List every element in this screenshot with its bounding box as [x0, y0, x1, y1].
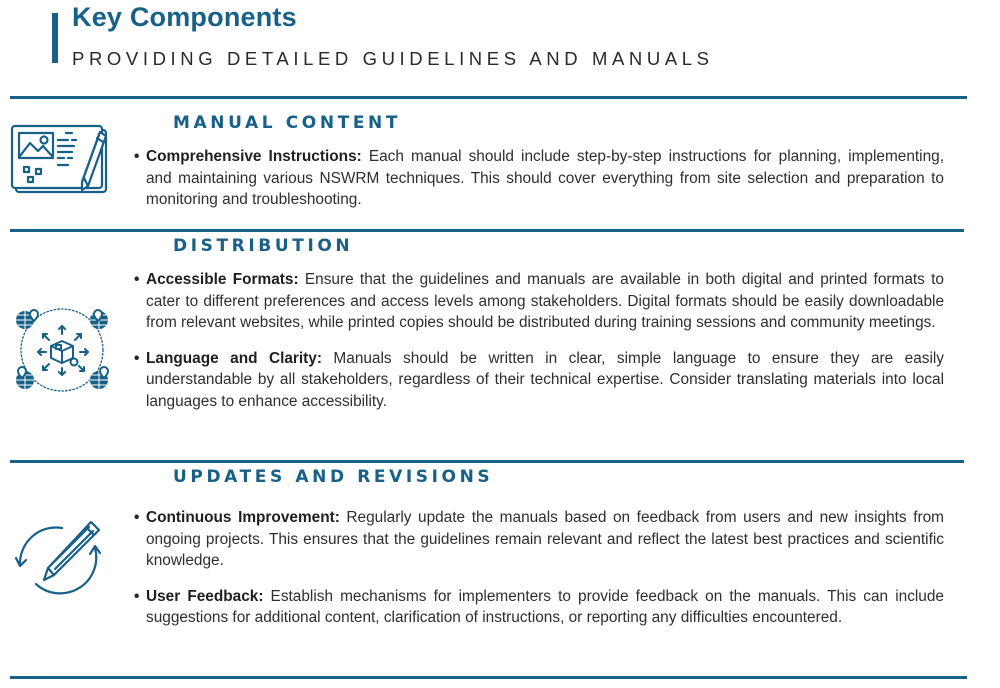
bullet-list	[134, 269, 944, 412]
item-text: Manuals should be written in clear, simple language to ensure they are easily understandable by all stakeholders, regardless of their technical expertise. Consider translating materials into local languages to enhance accessibility.	[146, 349, 945, 410]
item-label: User Feedback:	[146, 587, 264, 605]
section-title: MANUAL CONTENT	[173, 113, 402, 133]
item-label: Accessible Formats:	[146, 271, 299, 288]
divider	[10, 460, 964, 463]
divider	[10, 229, 964, 232]
list-item	[134, 269, 944, 334]
item-text: Establish mechanisms for implementers to provide feedback on the manuals. This can include suggestions for additional content, clarification of instructions, or reporting any difficulties encountered.	[146, 587, 944, 626]
item-text: Regularly update the manuals based on feedback from users and new insights from ongoing projects. This ensures that the guidelines remain relevant and reflect the latest best practices and scientific knowledge.	[146, 509, 944, 569]
section-title: DISTRIBUTION	[173, 236, 354, 256]
distribution-network-icon	[12, 300, 112, 400]
item-text: Each manual should include step-by-step instructions for planning, implementing, and maintaining various NSWRM techniques. This should cover everything from site selection and preparation to monitoring and troubleshooting.	[146, 148, 944, 208]
list-item	[134, 146, 944, 211]
item-label: Comprehensive Instructions:	[146, 148, 362, 165]
bullet-list	[134, 507, 944, 629]
section-title: UPDATES AND REVISIONS	[173, 467, 494, 487]
page-subtitle: PROVIDING DETAILED GUIDELINES AND MANUALS	[72, 48, 714, 69]
list-item	[134, 348, 944, 413]
manual-document-icon	[8, 122, 114, 196]
item-text: Ensure that the guidelines and manuals are available in both digital and printed formats to cater to different preferences and access levels among stakeholders. Digital formats should be easily downloadable from relevant websites, while printed copies should be distributed during training sessions and community meetings.	[146, 271, 944, 331]
page-title: Key Components	[72, 2, 297, 32]
bullet-list	[134, 146, 944, 211]
list-item	[134, 507, 944, 572]
title-accent-bar	[52, 13, 58, 63]
divider	[10, 96, 967, 99]
list-item	[134, 586, 944, 629]
item-label: Continuous Improvement:	[146, 509, 340, 526]
item-label: Language and Clarity:	[146, 349, 322, 367]
pencil-refresh-icon	[14, 520, 104, 600]
divider	[10, 676, 967, 679]
